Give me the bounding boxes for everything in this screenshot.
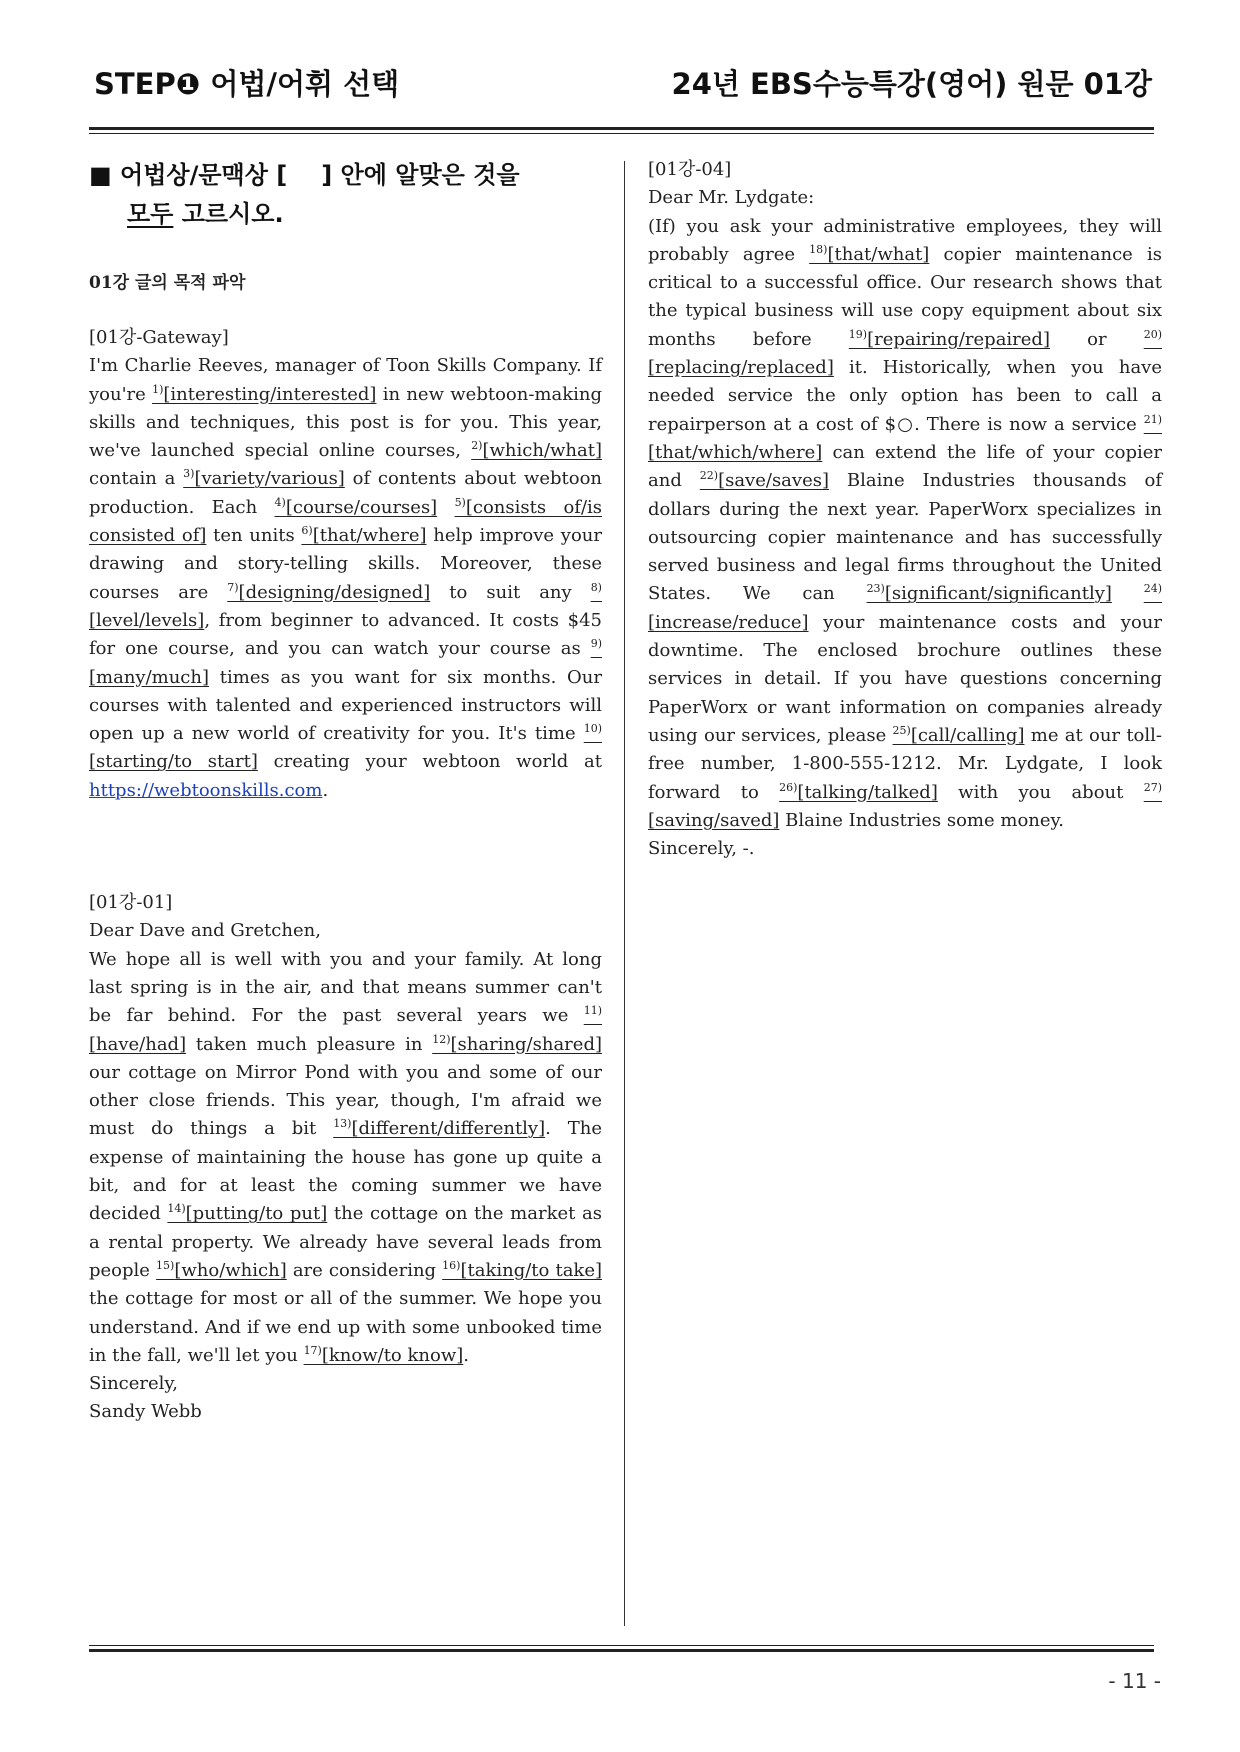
passage-tag: [01강-Gateway] [89,327,229,348]
blank-22[interactable]: $^{22)}$[save/saves] [699,469,829,492]
document-title: 24년 EBS수능특강(영어) 원문 01강 [671,67,1152,101]
right-column [648,156,1162,863]
blank-18[interactable]: $^{18)}$[that/what] [809,242,930,265]
letter-greeting: Dear Mr. Lydgate: [648,187,815,209]
page-number: - 11 - [1108,1669,1161,1693]
blank-23[interactable]: $^{23)}$[significant/significantly] [866,582,1112,605]
passage-text: I'm Charlie Reeves, manager of Toon Skills Company. If you're $^{1)}$[interesting/interested] in new webtoon-making skills and techniques, this post is for you. This year, we've launched special online courses, $^{2)}$[which/what] contain a $^{3)}$[variety/various] of contents about webtoon production. Each $^{4)}$[course/courses] $^{5)}$[consists of/is consisted of] ten units $^{6)}$[that/where] help improve your drawing and story-telling skills. Moreover, these courses are $^{7)}$[designing/designed] to suit any $^{8)}$[level/levels], from beginner to advanced. It costs $45 for one course, and you can watch your course as $^{9)}$[many/much] times as you want for six months. Our courses with talented and experienced instructors will open up a new world of creativity for you. It's time $^{10)}$[starting/to start] creating your webtoon world at https://webtoonskills.com. [89,355,602,801]
blank-1[interactable]: $^{1)}$[interesting/interested] [152,382,377,405]
website-link[interactable]: https://webtoonskills.com [89,779,323,801]
blank-16[interactable]: $^{16)}$[taking/to take] [442,1258,603,1281]
blank-5[interactable]: $^{5)}$[consists of/is consisted of] [89,495,602,547]
blank-20[interactable]: $^{20)}$[replacing/replaced] [648,327,1163,379]
step-title: STEP❶ 어법/어휘 선택 [94,67,400,101]
header-rule-thick [89,127,1154,130]
blank-11[interactable]: $^{11)}$[have/had] [89,1004,602,1055]
topic-label: 01강 글의 목적 파악 [89,273,246,293]
header-rule-thin [89,133,1154,134]
instruction-emphasis: 모두 [127,200,174,228]
passage-text: We hope all is well with you and your family. At long last spring is in the air, and that means summer can't be far behind. For the past several years we $^{11)}$[have/had] taken much pleasure in $^{12)}$[sharing/shared] our cottage on Mirror Pond with you and some of our other close friends. This year, though, I'm afraid we must do things a bit $^{13)}$[different/differently]. The expense of maintaining the house has gone up quite a bit, and for at least the coming summer we have decided $^{14)}$[putting/to put] the cottage on the market as a rental property. We already have several leads from people $^{15)}$[who/which] are considering $^{16)}$[taking/to take] the cottage for most or all of the summer. We hope you understand. And if we end up with some unbooked time in the fall, we'll let you $^{17)}$[know/to know]. [89,948,603,1366]
passage-gateway [89,324,602,805]
footer-rule-thin [89,1645,1154,1646]
passage-tag: [01강-01] [89,892,173,914]
blank-13[interactable]: $^{13)}$[different/differently] [333,1117,546,1140]
blank-14[interactable]: $^{14)}$[putting/to put] [167,1202,328,1225]
blank-3[interactable]: $^{3)}$[variety/various] [183,467,345,490]
blank-4[interactable]: $^{4)}$[course/courses] [274,495,438,518]
blank-15[interactable]: $^{15)}$[who/which] [156,1258,287,1281]
blank-25[interactable]: $^{25)}$[call/calling] [892,723,1025,746]
blank-19[interactable]: $^{19)}$[repairing/repaired] [848,327,1050,350]
passage-04 [648,156,1162,863]
blank-2[interactable]: $^{2)}$[which/what] [471,439,602,462]
left-column [89,156,602,1427]
passage-01 [89,889,602,1427]
blank-10[interactable]: $^{10)}$[starting/to start] [89,722,602,773]
blank-26[interactable]: $^{26)}$[talking/talked] [779,780,938,803]
blank-12[interactable]: $^{12)}$[sharing/shared] [432,1032,602,1055]
column-divider [624,161,625,1626]
letter-greeting: Dear Dave and Gretchen, [89,920,321,942]
blank-9[interactable]: $^{9)}$[many/much] [89,637,602,688]
letter-closing: Sincerely, [89,1373,178,1395]
blank-27[interactable]: $^{27)}$[saving/saved] [648,780,1162,831]
blank-7[interactable]: $^{7)}$[designing/designed] [227,580,431,603]
passage-tag: [01강-04] [648,159,732,180]
blank-21[interactable]: $^{21)}$[that/which/where] [648,412,1162,463]
blank-8[interactable]: $^{8)}$[level/levels] [89,580,602,631]
blank-17[interactable]: $^{17)}$[know/to know] [303,1343,464,1366]
letter-signature: Sandy Webb [89,1401,202,1423]
blank-6[interactable]: $^{6)}$[that/where] [301,524,427,547]
letter-closing: Sincerely, -. [648,838,755,860]
instruction: ■ 어법상/문맥상 [ ] 안에 알맞은 것을 모두 고르시오. [89,161,520,228]
passage-text: (If) you ask your administrative employees, they will probably agree $^{18)}$[that/what] copier maintenance is critical to a successful office. Our research shows that the typical business will use copy equipment about six months before $^{19)}$[repairing/repaired] or $^{20)}$[replacing/replaced] it. Historically, when you have needed service the only option has been to call a repairperson at a cost of $○. There is now a service $^{21)}$[that/which/where] can extend the life of your copier and $^{22)}$[save/saves] Blaine Industries thousands of dollars during the next year. PaperWorx specializes in outsourcing copier maintenance and has successfully served business and legal firms throughout the United States. We can $^{23)}$[significant/significantly] $^{24)}$[increase/reduce] your maintenance costs and your downtime. The enclosed brochure outlines these services in detail. If you have questions concerning PaperWorx or want information on companies already using our services, please $^{25)}$[call/calling] me at our toll-free number, 1-800-555-1212. Mr. Lydgate, I look forward to $^{26)}$[talking/talked] with you about $^{27)}$[saving/saved] Blaine Industries some money. [648,215,1163,831]
blank-24[interactable]: $^{24)}$[increase/reduce] [648,582,1162,633]
footer-rule-thick [89,1649,1154,1652]
